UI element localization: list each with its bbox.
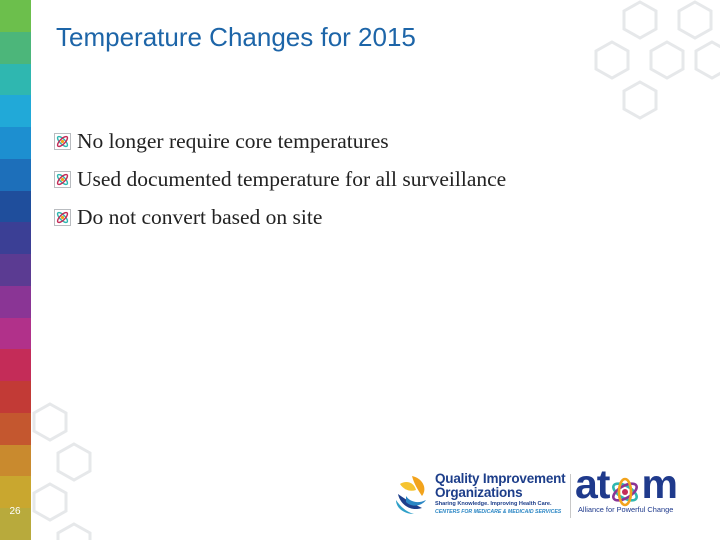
color-strip-segment: [0, 159, 31, 191]
bullet-item: [54, 198, 506, 236]
bullet-text: Used documented temperature for all surveillance: [77, 166, 507, 191]
color-strip-segment: [0, 286, 31, 318]
color-strip-segment: [0, 318, 31, 350]
slide-number: 26: [9, 506, 21, 517]
atom-bullet-icon: [54, 209, 71, 226]
color-strip: [0, 0, 31, 540]
atom-swirl-icon: [610, 471, 640, 501]
color-strip-segment: [0, 0, 31, 32]
qio-name-line2: Organizations: [435, 485, 523, 500]
page-title: Temperature Changes for 2015: [56, 22, 416, 52]
atom-logo: [575, 461, 705, 520]
logo-divider: [570, 474, 571, 518]
color-strip-segment: [0, 413, 31, 445]
qio-name-line1: Quality Improvement: [435, 471, 566, 486]
color-strip-segment: [0, 64, 31, 96]
color-strip-segment: [0, 191, 31, 223]
qio-logo: [392, 468, 564, 520]
qio-tagline: Sharing Knowledge. Improving Health Care.: [435, 501, 552, 507]
qio-cms-text: CENTERS FOR MEDICARE & MEDICAID SERVICES: [435, 509, 562, 515]
color-strip-segment: [0, 95, 31, 127]
bullet-text: Do not convert based on site: [77, 204, 323, 229]
atom-bullet-icon: [54, 133, 71, 150]
bullet-item: [54, 160, 506, 198]
atom-word-start: at: [575, 461, 610, 507]
atom-wordmark: [575, 462, 677, 506]
color-strip-segment: [0, 349, 31, 381]
hexagon-decoration-bottom: [28, 400, 98, 540]
atom-word-end: m: [641, 461, 677, 507]
bullet-item: [54, 122, 506, 160]
atom-bullet-icon: [54, 171, 71, 188]
color-strip-segment: [0, 254, 31, 286]
color-strip-segment: [0, 222, 31, 254]
color-strip-segment: [0, 127, 31, 159]
bullet-text: No longer require core temperatures: [77, 128, 389, 153]
color-strip-segment: [0, 32, 31, 64]
bullet-list: [54, 122, 506, 236]
color-strip-segment: [0, 476, 31, 508]
qio-logo-mark-icon: [392, 472, 432, 516]
color-strip-segment: [0, 445, 31, 477]
hexagon-decoration-top: [520, 0, 720, 120]
atom-tagline: Alliance for Powerful Change: [578, 505, 674, 514]
color-strip-segment: [0, 381, 31, 413]
